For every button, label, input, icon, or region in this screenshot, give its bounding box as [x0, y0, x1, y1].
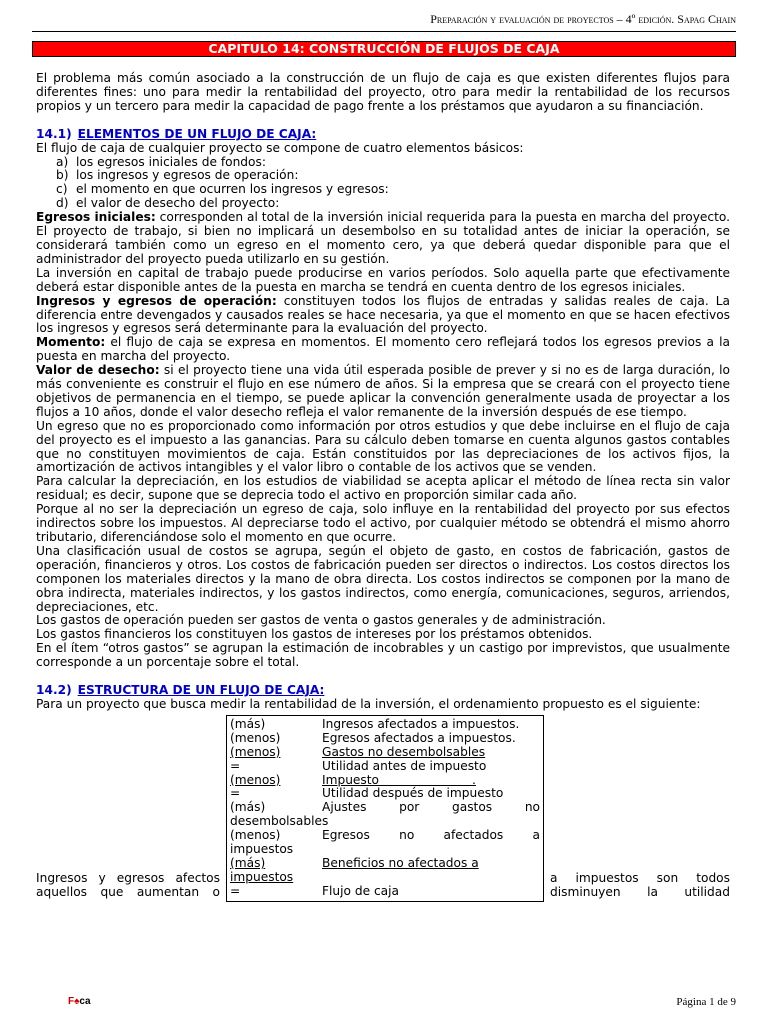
list-item: b) los ingresos y egresos de operación: — [56, 168, 299, 183]
table-row: = Utilidad antes de impuesto — [230, 758, 487, 773]
cash-flow-table — [226, 715, 544, 902]
page-header: Preparación y evaluación de proyectos – 4º edición. Sapag Chain — [32, 12, 736, 32]
chapter-title: CAPITULO 14: CONSTRUCCIÓN DE FLUJOS DE CAJA — [32, 41, 736, 57]
spade-icon: ♠ — [74, 996, 80, 1007]
paragraph: Una clasificación usual de costos se agrupa, según el objeto de gasto, en costos de fabricación, gastos de operación, financieros y otros. Los costos de fabricación pueden ser directos o indirectos. Los costos directos los componen los materiales directos y la mano de obra directa. Los costos indirectos se componen por la mano de obra indirecta, materiales indirectos, y los gastos indirectos, como energía, comunicaciones, seguros, arriendos, depreciaciones, etc. — [36, 543, 730, 614]
section-heading-2 — [36, 684, 730, 698]
table-row: (menos) Egresos afectados a impuestos. — [230, 730, 516, 745]
document-body — [36, 72, 730, 901]
table-row: (menos) Impuesto . — [230, 772, 476, 787]
paragraph: En el ítem “otros gastos” se agrupan la estimación de incobrables y un castigo por imprevistos, que usualmente corresponde a un porcentaje sobre el total. — [36, 641, 730, 670]
table-row-continuation: desembolsables — [230, 814, 329, 829]
cash-flow-structure — [36, 715, 730, 901]
paragraph: Los gastos financieros los constituyen los gastos de intereses por los préstamos obtenidos. — [36, 627, 593, 642]
wrap-text-right: a impuestos son todos disminuyen la utilidad — [550, 870, 730, 899]
list-item: a) los egresos iniciales de fondos: — [56, 154, 266, 169]
table-row-continuation: impuestos — [230, 869, 294, 884]
section-title: ESTRUCTURA DE UN FLUJO DE CAJA: — [77, 683, 325, 698]
paragraph-momento: Momento: el flujo de caja se expresa en momentos. El momento cero reflejará todos los egresos previos a la puesta en marcha del proyecto. — [36, 335, 730, 364]
section-number: 14.2) — [36, 683, 72, 698]
section-lead: El flujo de caja de cualquier proyecto se compone de cuatro elementos básicos: — [36, 140, 524, 155]
paragraph: Los gastos de operación pueden ser gastos de venta o gastos generales y de administración. — [36, 613, 606, 628]
paragraph-egresos: Egresos iniciales: corresponden al total de la inversión inicial requerida para la puesta en marcha del proyecto. El proyecto de trabajo, si bien no implicará un desembolso en su totalidad antes de iniciar la operación, se considerará también como un egreso en el momento cero, ya que deberá quedar disponible para que el administrador del proyecto pueda utilizarlo en su gestión. — [36, 210, 730, 266]
table-row: = Utilidad después de impuesto — [230, 786, 504, 801]
table-row: (más) Ajustes por gastos no — [230, 800, 540, 815]
list-item: d) el valor de desecho del proyecto: — [56, 196, 280, 211]
section-lead: Para un proyecto que busca medir la rentabilidad de la inversión, el ordenamiento propuesto es el siguiente: — [36, 696, 701, 711]
section-heading-1 — [36, 128, 730, 142]
table-row: (más) Beneficios no afectados a — [230, 855, 479, 870]
table-row: = Flujo de caja — [230, 883, 399, 898]
footer-logo: F♠ca — [68, 996, 91, 1007]
table-row: (más) Ingresos afectados a impuestos. — [230, 716, 520, 731]
term-egresos: Egresos iniciales: — [36, 210, 156, 225]
paragraph-ingresos: Ingresos y egresos de operación: constituyen todos los flujos de entradas y salidas reales de caja. La diferencia entre devengados y causados reales se hace necesaria, ya que el momento en que se hacen efectivos los ingresos y egresos será determinante para la evaluación del proyecto. — [36, 293, 730, 336]
section-number: 14.1) — [36, 126, 72, 141]
term-valor: Valor de desecho: — [36, 363, 160, 378]
section-title: ELEMENTOS DE UN FLUJO DE CAJA: — [77, 126, 317, 141]
wrap-text-left: Ingresos y egresos afectos aquellos que aumentan o — [36, 870, 220, 899]
paragraph: Un egreso que no es proporcionado como información por otros estudios y que debe incluirse en el flujo de caja del proyecto es el impuesto a las ganancias. Para su cálculo deben tomarse en cuenta algunos gastos contables que no constituyen movimientos de caja. Están constituidos por las depreciaciones de los activos fijos, la amortización de activos intangibles y el valor libro o contable de los activos que se venden. — [36, 418, 730, 475]
paragraph: Para calcular la depreciación, en los estudios de viabilidad se acepta aplicar el método de línea recta sin valor residual; es decir, supone que se deprecia todo el activo en proporción similar cada año. — [36, 474, 730, 503]
term-momento: Momento: — [36, 335, 106, 350]
table-row: (menos) Egresos no afectados a — [230, 828, 540, 843]
term-ingresos: Ingresos y egresos de operación: — [36, 293, 277, 308]
list-item: c) el momento en que ocurren los ingresos y egresos: — [56, 182, 389, 197]
table-row-continuation: impuestos — [230, 842, 294, 857]
intro-paragraph: El problema más común asociado a la construcción de un flujo de caja es que existen diferentes flujos para diferentes fines: uno para medir la rentabilidad del proyecto, otro para medir la rentabilidad de los recursos propios y un tercero para medir la capacidad de pago frente a los préstamos que ayudaron a su financiación. — [36, 71, 730, 113]
elements-list — [36, 156, 730, 212]
paragraph-capital: La inversión en capital de trabajo puede producirse en varios períodos. Solo aquella parte que efectivamente deberá estar disponible antes de la puesta en marcha se tendrá en cuenta dentro de los egresos iniciales. — [36, 265, 730, 294]
table-row: (menos) Gastos no desembolsables — [230, 744, 486, 759]
page-number: Página 1 de 9 — [676, 996, 736, 1008]
paragraph-valor: Valor de desecho: si el proyecto tiene una vida útil esperada posible de prever y si no es de larga duración, lo más conveniente es construir el flujo en ese número de años. Si la empresa que se creará con el proyecto tiene objetivos de permanencia en el tiempo, se puede aplicar la convención generalmente usada de proyectar a los flujos a 10 años, donde el valor desecho refleja el valor remanente de la inversión después de ese tiempo. — [36, 363, 730, 419]
paragraph: Porque al no ser la depreciación un egreso de caja, solo influye en la rentabilidad del proyecto por sus efectos indirectos sobre los impuestos. Al depreciarse todo el activo, por cualquier método se obtendrá el mismo ahorro tributario, diferenciándose solo el momento en que ocurre. — [36, 502, 730, 544]
